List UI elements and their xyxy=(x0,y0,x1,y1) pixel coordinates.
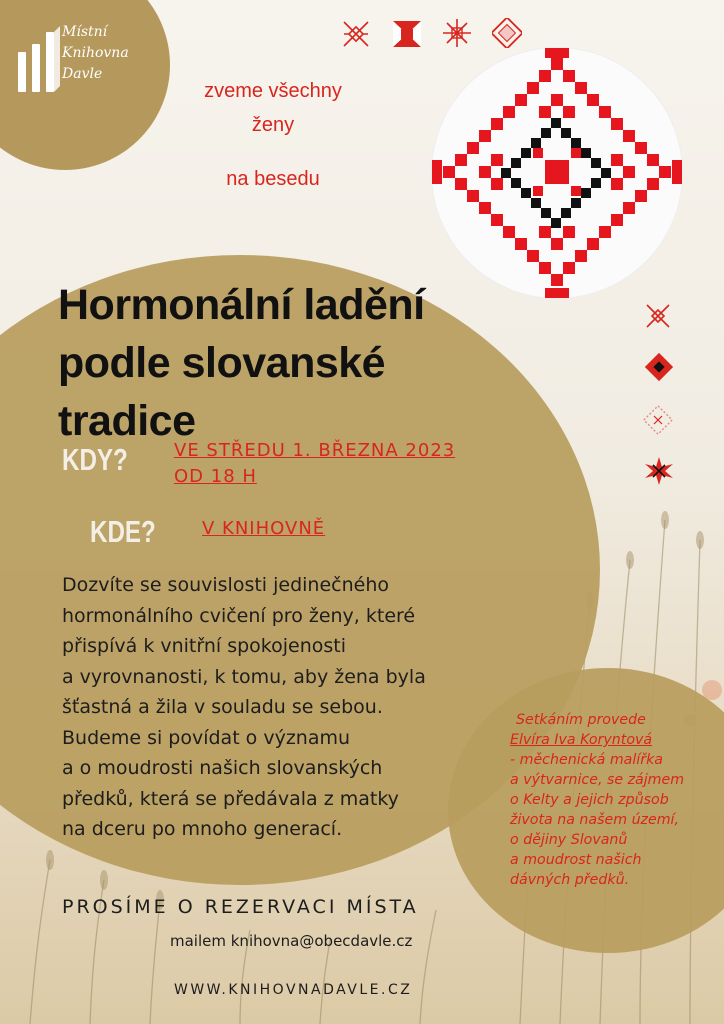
description-line: předků, která se předávala z matky xyxy=(62,787,399,810)
speaker-name: Elvíra Iva Koryntová xyxy=(510,732,653,748)
title-line: Hormonální ladění xyxy=(58,281,425,329)
event-location: V KNIHOVNĚ xyxy=(202,518,326,539)
speaker-line: života na našem území, xyxy=(510,812,680,828)
cross-motif-icon xyxy=(644,302,672,330)
slavic-ornament-icon xyxy=(432,48,682,298)
speaker-line: a výtvarnice, se zájmem xyxy=(510,772,685,788)
description-line: přispívá k vnitřní spokojenosti xyxy=(62,635,347,657)
speaker-line: dávných předků. xyxy=(510,872,630,888)
website-link[interactable]: WWW.KNIHOVNADAVLE.CZ xyxy=(174,982,413,998)
speaker-intro: Setkáním provede xyxy=(516,712,646,728)
library-logo-text xyxy=(62,22,129,85)
square-diamond-motif-icon xyxy=(492,18,522,48)
star-motif-icon xyxy=(644,456,674,486)
title-line: tradice xyxy=(58,397,196,445)
event-date xyxy=(174,438,455,490)
date-line: VE STŘEDU 1. BŘEZNA 2023 xyxy=(174,440,456,461)
where-label: KDE? xyxy=(90,514,156,549)
reservation-notice: PROSÍME O REZERVACI MÍSTA xyxy=(62,896,419,918)
logo-line: Davle xyxy=(62,66,103,82)
logo-line: Knihovna xyxy=(62,45,129,61)
outline-diamond-motif-icon xyxy=(642,404,674,436)
description-line: a vyrovnanosti, k tomu, aby žena byla xyxy=(62,665,426,688)
description-line: na dceru po mnoho generací. xyxy=(62,818,343,840)
invite-line: zveme všechny xyxy=(204,80,342,102)
speaker-line: o dějiny Slovanů xyxy=(510,832,628,848)
speaker-line: - měchenická malířka xyxy=(510,752,663,768)
title-line: podle slovanské xyxy=(58,339,386,387)
event-title xyxy=(58,276,538,450)
logo-line: Místní xyxy=(62,24,108,40)
description-line: hormonálního cvičení pro ženy, které xyxy=(62,604,416,627)
cross-motif-icon xyxy=(342,20,370,48)
contact-email[interactable]: mailem knihovna@obecdavle.cz xyxy=(170,932,413,950)
description-line: a o moudrosti našich slovanských xyxy=(62,757,383,779)
diamond-band-motif-icon xyxy=(392,20,422,48)
snowflake-motif-icon xyxy=(442,18,472,48)
description-line: šťastná a žila v souladu se sebou. xyxy=(62,696,383,718)
event-description xyxy=(62,570,542,845)
speaker-line: a moudrost našich xyxy=(510,852,642,868)
time-line: OD 18 H xyxy=(174,466,257,487)
when-label: KDY? xyxy=(62,442,128,477)
description-line: Dozvíte se souvislosti jedinečného xyxy=(62,574,389,596)
description-line: Budeme si povídat o významu xyxy=(62,726,351,749)
red-diamond-motif-icon xyxy=(644,352,674,382)
invite-line: ženy xyxy=(251,114,295,136)
speaker-info xyxy=(510,710,720,890)
speaker-line: o Kelty a jejich způsob xyxy=(510,792,669,808)
invite-line: na besedu xyxy=(226,168,320,190)
